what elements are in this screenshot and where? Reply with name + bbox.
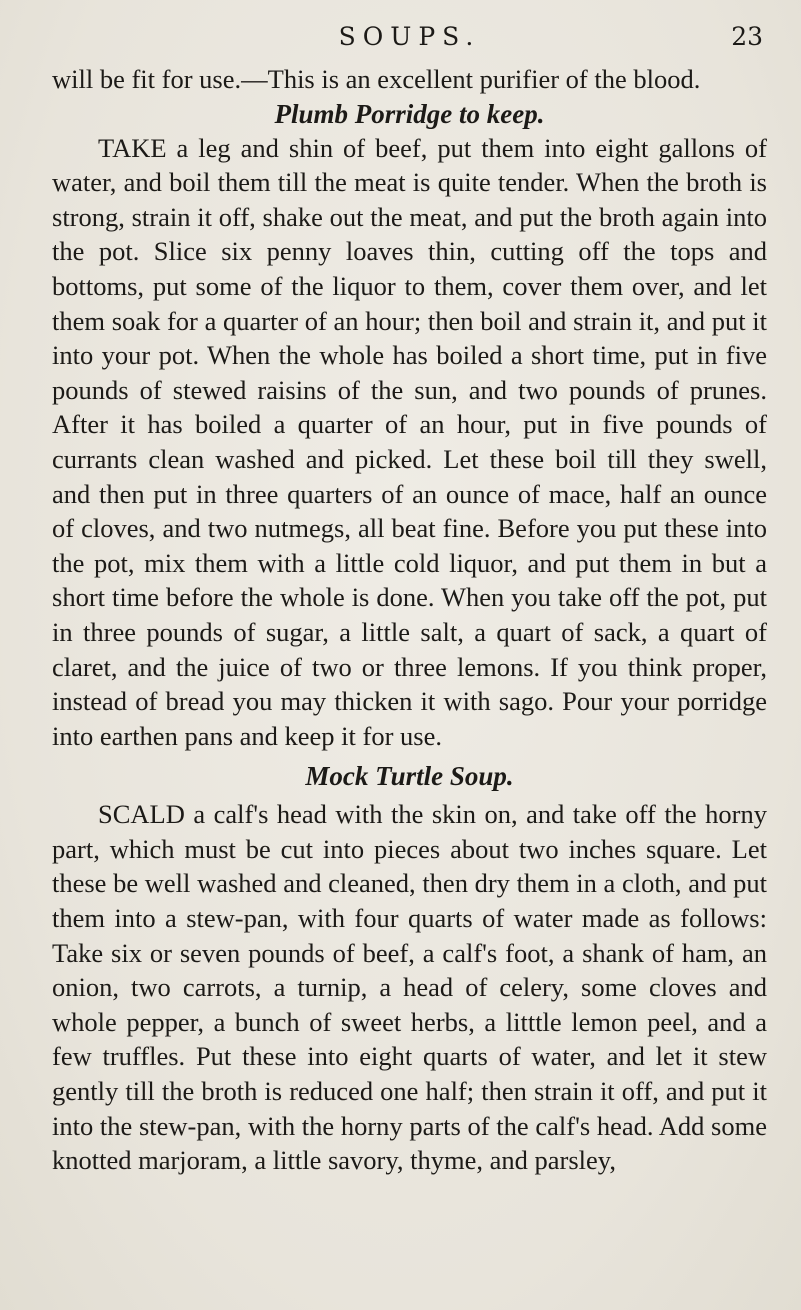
recipe-title-mock-turtle-soup: Mock Turtle Soup. [305,761,514,792]
running-head [52,18,767,54]
recipe-title-plumb-porridge: Plumb Porridge to keep. [274,98,545,129]
running-title: SOUPS. [338,22,481,51]
recipe-body-plumb-porridge: TAKE a leg and shin of beef, put them into eight gallons of water, and boil them till the meat is quite tender. When the broth is strong, strain it off, shake out the meat, and put the broth again into the pot. Slice six penny loaves thin, cutting off the tops and bottoms, put some of the liquor to them, cover them over, and let them soak for a quarter of an hour; then boil and strain it, and put it into your pot. When the whole has boiled a short time, put in five pounds of stewed raisins of the sun, and two pounds of prunes. After it has boiled a quarter of an hour, put in five pounds of currants clean washed and picked. Let these boil till they swell, and then put in three quarters of an ounce of mace, half an ounce of cloves, and two nutmegs, all beat fine. Before you put these into the pot, mix them with a little cold liquor, and put them in but a short time before the whole is done. When you take off the pot, put in three pounds of sugar, a little salt, a quart of sack, a quart of claret, and the juice of two or three lemons. If you think proper, instead of bread you may thicken it with sago. Pour your porridge into earthen pans and keep it for use. [52,132,767,751]
recipe-body-mock-turtle-soup: SCALD a calf's head with the skin on, and take off the horny part, which must be cut into pieces about two inches square. Let these be well washed and cleaned, then dry them in a cloth, and put them into a stew-pan, with four quarts of water made as follows: Take six or seven pounds of beef, a calf's foot, a shank of ham, an onion, two carrots, a turnip, a head of celery, some cloves and whole pepper, a bunch of sweet herbs, a litttle lemon peel, and a few truffles. Put these into eight quarts of water, and let it stew gently till the broth is reduced one half; then strain it off, and put it into the stew-pan, with the horny parts of the calf's head. Add some knotted marjoram, a little savory, thyme, and parsley, [52,799,767,1176]
page-number: 23 [731,22,763,51]
continued-paragraph: will be fit for use.—This is an excellent purifier of the blood. [52,64,701,94]
